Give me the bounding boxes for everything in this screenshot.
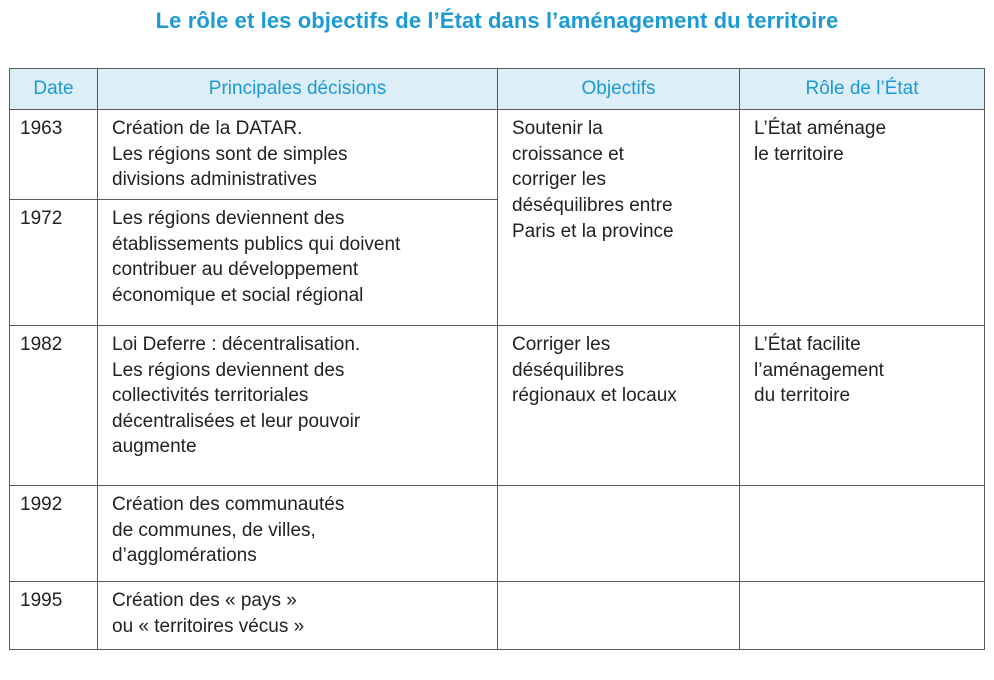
objectif-line: croissance et: [512, 143, 624, 165]
objectif-cell: [498, 325, 740, 485]
header-role-etat: Rôle de l’État: [740, 69, 985, 110]
table-row: [10, 581, 985, 649]
date-cell: [10, 325, 98, 485]
table-row: [10, 110, 985, 200]
role-line: le territoire: [754, 143, 844, 165]
role-cell: [740, 485, 985, 581]
date-text: 1972: [20, 207, 63, 229]
decision-line: établissements publics qui doivent: [112, 233, 401, 255]
role-line: L’État aménage: [754, 118, 887, 139]
header-date: Date: [10, 69, 98, 110]
decision-line: augmente: [112, 436, 197, 458]
page-title: Le rôle et les objectifs de l’État dans l’aménagement du territoire: [155, 8, 839, 33]
objectif-line: Corriger les: [512, 333, 611, 355]
decision-line: Création de la DATAR.: [112, 118, 303, 139]
decision-line: économique et social régional: [112, 284, 364, 306]
date-text: 1963: [20, 118, 63, 139]
date-cell: [10, 485, 98, 581]
role-cell: [740, 325, 985, 485]
date-text: 1995: [20, 589, 63, 611]
table-row: [10, 485, 985, 581]
decision-line: Les régions sont de simples: [112, 143, 348, 165]
role-line: l’aménagement: [754, 359, 884, 381]
table-header-row: [10, 69, 985, 110]
date-cell: [10, 199, 98, 325]
decision-line: Les régions deviennent des: [112, 207, 345, 229]
decision-cell: [98, 485, 498, 581]
role-cell: [740, 110, 985, 326]
decision-line: contribuer au développement: [112, 259, 359, 281]
date-text: 1992: [20, 493, 63, 515]
decision-line: Création des « pays »: [112, 589, 297, 611]
objectif-line: régionaux et locaux: [512, 385, 677, 407]
decision-cell: [98, 325, 498, 485]
objectif-line: Paris et la province: [512, 220, 674, 242]
role-cell: [740, 581, 985, 649]
decision-cell: [98, 110, 498, 200]
role-line: L’État facilite: [754, 333, 861, 355]
decision-line: d’agglomérations: [112, 545, 257, 567]
objectif-line: corriger les: [512, 169, 606, 191]
decision-cell: [98, 581, 498, 649]
decision-cell: [98, 199, 498, 325]
decision-line: Loi Deferre : décentralisation.: [112, 333, 361, 355]
objectif-line: déséquilibres entre: [512, 194, 673, 216]
decision-line: de communes, de villes,: [112, 519, 316, 541]
objectif-cell: [498, 110, 740, 326]
role-line: du territoire: [754, 385, 851, 407]
decision-line: Les régions deviennent des: [112, 359, 345, 381]
decision-line: collectivités territoriales: [112, 385, 309, 407]
objectif-line: déséquilibres: [512, 359, 624, 381]
header-objectifs: Objectifs: [498, 69, 740, 110]
decision-line: divisions administratives: [112, 169, 317, 191]
table-row: [10, 325, 985, 485]
header-principales-decisions: Principales décisions: [98, 69, 498, 110]
date-text: 1982: [20, 333, 63, 355]
objectif-line: Soutenir la: [512, 118, 603, 139]
date-cell: [10, 581, 98, 649]
decision-line: ou « territoires vécus »: [112, 615, 305, 637]
decision-line: Création des communautés: [112, 493, 345, 515]
objectif-cell: [498, 485, 740, 581]
decision-line: décentralisées et leur pouvoir: [112, 410, 361, 432]
decisions-table: [9, 68, 985, 650]
date-cell: [10, 110, 98, 200]
objectif-cell: [498, 581, 740, 649]
